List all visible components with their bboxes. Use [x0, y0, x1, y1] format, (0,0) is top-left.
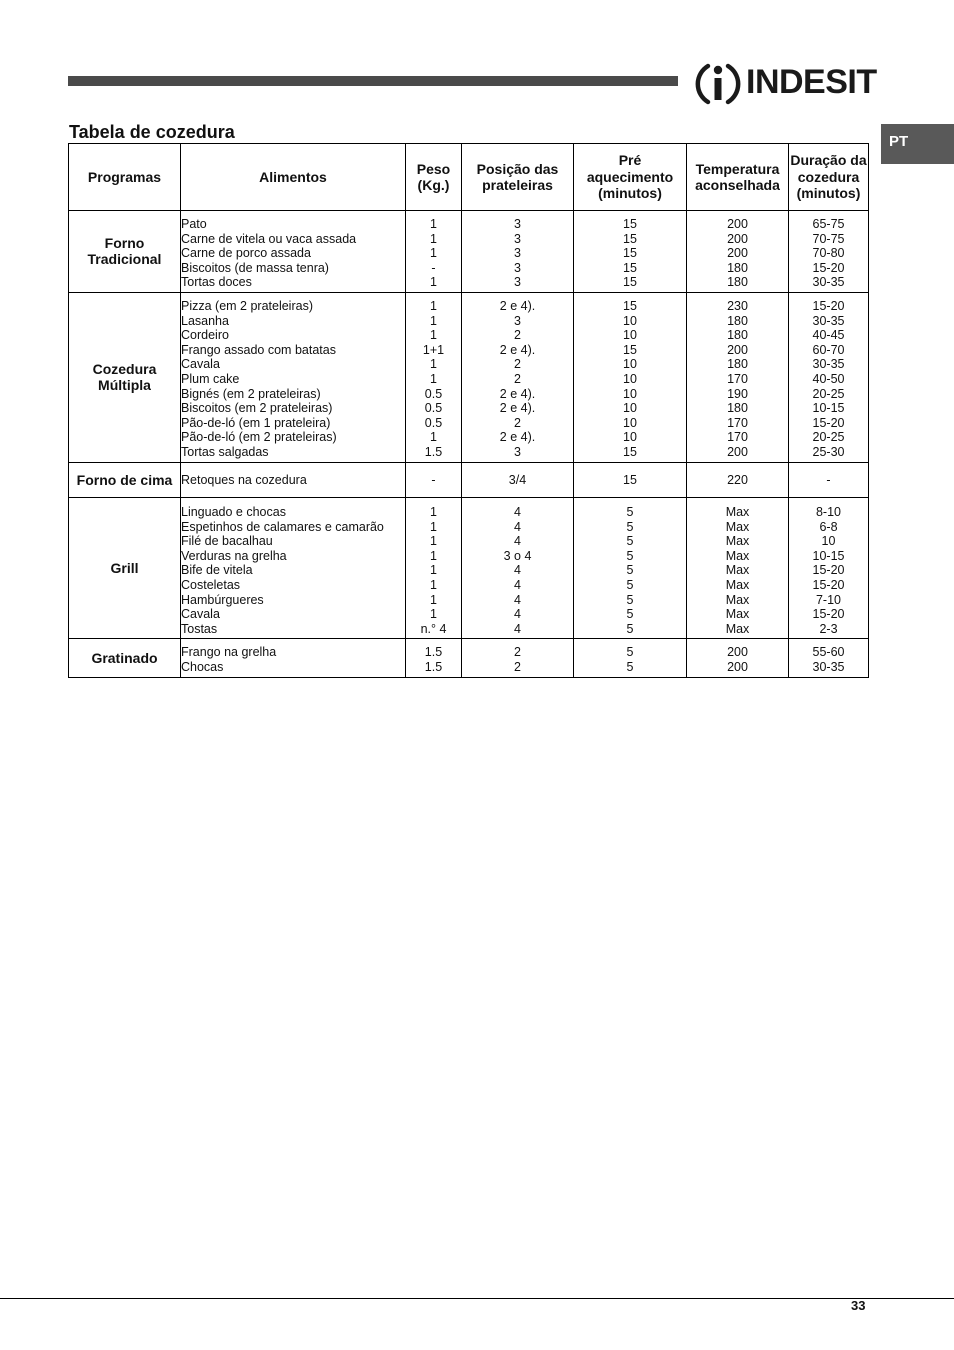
- temperature-value: Max: [725, 621, 750, 636]
- shelf-position-value: 4: [514, 607, 521, 622]
- weight-value: -: [431, 260, 436, 275]
- foods-value: Retoques na cozedura: [181, 472, 307, 487]
- preheat-cell: [574, 292, 687, 462]
- foods-value: Bignés (em 2 prateleiras): [181, 386, 321, 401]
- foods-cell: [181, 211, 406, 293]
- weight-cell: [406, 211, 462, 293]
- preheat-value: 10: [623, 430, 637, 445]
- shelf-position-value: 3 o 4: [503, 548, 532, 563]
- foods-value: Carne de porco assada: [181, 246, 311, 261]
- preheat-value: 15: [623, 342, 637, 357]
- shelf-position-value: 2: [514, 328, 521, 343]
- temperature-value: Max: [725, 578, 750, 593]
- shelf-position-value: 4: [514, 505, 521, 520]
- weight-value: 0.5: [424, 415, 443, 430]
- shelf-position-value: 4: [514, 563, 521, 578]
- duration-value: 30-35: [812, 275, 845, 290]
- temperature-value: 230: [727, 298, 748, 313]
- temperature-value: 180: [727, 313, 748, 328]
- weight-value: 1: [430, 607, 437, 622]
- weight-value: n.° 4: [420, 621, 447, 636]
- duration-value: 30-35: [812, 313, 845, 328]
- preheat-value: 15: [623, 298, 637, 313]
- preheat-value: 15: [623, 444, 637, 459]
- foods-value: Plum cake: [181, 371, 240, 386]
- weight-value: 1: [430, 371, 437, 386]
- temperature-value: 200: [727, 660, 748, 675]
- duration-value: 15-20: [812, 415, 845, 430]
- col-header-preheat: Pré aquecimento (minutos): [574, 144, 687, 211]
- preheat-value: 5: [626, 592, 634, 607]
- weight-value: 1: [430, 578, 437, 593]
- preheat-value: 5: [626, 505, 634, 520]
- temperature-value: 180: [727, 401, 748, 416]
- duration-value: 20-25: [812, 430, 845, 445]
- duration-value: 6-8: [819, 519, 838, 534]
- foods-cell: [181, 639, 406, 677]
- shelf-position-value: 4: [514, 578, 521, 593]
- preheat-value: 5: [626, 534, 634, 549]
- program-name: Grill: [69, 498, 181, 639]
- shelf-position-value: 3: [514, 231, 521, 246]
- foods-value: Pão-de-ló (em 1 prateleira): [181, 415, 331, 430]
- weight-value: 1: [430, 217, 437, 231]
- weight-value: 1: [430, 231, 437, 246]
- temperature-value: Max: [725, 607, 750, 622]
- shelf-position-value: 2: [514, 415, 521, 430]
- preheat-value: 10: [623, 371, 637, 386]
- foods-value: Verduras na grelha: [181, 548, 287, 563]
- weight-cell: [406, 462, 462, 498]
- cooking-table: [68, 143, 869, 678]
- shelf-position-value: 3: [514, 217, 521, 231]
- temperature-value: 170: [727, 430, 748, 445]
- foods-value: Lasanha: [181, 313, 229, 328]
- weight-value: 1: [430, 328, 437, 343]
- shelf-position-value: 3/4: [508, 472, 527, 487]
- duration-value: 60-70: [812, 342, 845, 357]
- shelf-position-value: 3: [514, 313, 521, 328]
- weight-cell: [406, 639, 462, 677]
- preheat-cell: [574, 498, 687, 639]
- program-name: Cozedura Múltipla: [69, 292, 181, 462]
- col-header-foods: Alimentos: [181, 144, 406, 211]
- duration-cell: [789, 211, 869, 293]
- shelf-position-cell: [462, 292, 574, 462]
- duration-value: 15-20: [812, 607, 845, 622]
- duration-value: 2-3: [819, 621, 838, 636]
- foods-value: Tortas doces: [181, 275, 252, 290]
- brand-name: INDESIT: [746, 63, 877, 101]
- footer-rule: [0, 1298, 954, 1299]
- duration-value: 20-25: [812, 386, 845, 401]
- temperature-cell: [687, 211, 789, 293]
- duration-value: 10-15: [812, 548, 845, 563]
- foods-value: Tostas: [181, 621, 218, 636]
- shelf-position-cell: [462, 462, 574, 498]
- shelf-position-value: 4: [514, 534, 521, 549]
- preheat-value: 5: [626, 519, 634, 534]
- page-title: Tabela de cozedura: [69, 122, 235, 142]
- preheat-value: 10: [623, 357, 637, 372]
- temperature-value: 180: [727, 275, 748, 290]
- shelf-position-value: 2: [514, 660, 521, 675]
- temperature-value: Max: [725, 519, 750, 534]
- program-name: Forno Tradicional: [69, 211, 181, 293]
- weight-value: 1: [430, 246, 437, 261]
- foods-value: Hambúrgueres: [181, 592, 264, 607]
- duration-cell: [789, 639, 869, 677]
- weight-value: 1: [430, 505, 437, 520]
- preheat-value: 10: [623, 415, 637, 430]
- foods-value: Espetinhos de calamares e camarão: [181, 519, 384, 534]
- shelf-position-value: 2: [514, 371, 521, 386]
- duration-value: -: [826, 472, 831, 487]
- preheat-value: 15: [623, 260, 637, 275]
- preheat-value: 10: [623, 386, 637, 401]
- foods-value: Tortas salgadas: [181, 444, 269, 459]
- language-tab: PT: [881, 124, 954, 164]
- temperature-cell: [687, 639, 789, 677]
- weight-value: 1: [430, 275, 437, 290]
- foods-value: Frango assado com batatas: [181, 342, 336, 357]
- foods-value: Cavala: [181, 357, 220, 372]
- foods-value: Bife de vitela: [181, 563, 253, 578]
- weight-value: -: [431, 472, 436, 487]
- table-row: [69, 498, 869, 639]
- shelf-position-value: 4: [514, 592, 521, 607]
- weight-value: 1: [430, 534, 437, 549]
- table-row: [69, 292, 869, 462]
- foods-value: Frango na grelha: [181, 645, 277, 660]
- weight-value: 1: [430, 563, 437, 578]
- duration-value: 40-45: [812, 328, 845, 343]
- col-header-weight: Peso (Kg.): [406, 144, 462, 211]
- foods-value: Filé de bacalhau: [181, 534, 273, 549]
- weight-value: 1: [430, 430, 437, 445]
- duration-cell: [789, 292, 869, 462]
- weight-value: 1: [430, 298, 437, 313]
- temperature-value: Max: [725, 563, 750, 578]
- shelf-position-value: 3: [514, 275, 521, 290]
- temperature-value: Max: [725, 505, 750, 520]
- page-number: 33: [851, 1298, 866, 1313]
- temperature-value: 180: [727, 357, 748, 372]
- preheat-value: 10: [623, 401, 637, 416]
- preheat-value: 5: [626, 607, 634, 622]
- shelf-position-value: 3: [514, 444, 521, 459]
- temperature-value: 190: [727, 386, 748, 401]
- duration-value: 70-75: [812, 231, 845, 246]
- duration-value: 30-35: [812, 660, 845, 675]
- temperature-value: 180: [727, 328, 748, 343]
- duration-value: 65-75: [812, 217, 845, 231]
- duration-value: 15-20: [812, 563, 845, 578]
- table-header-row: [69, 144, 869, 211]
- shelf-position-value: 2 e 4).: [499, 298, 536, 313]
- temperature-value: 200: [727, 444, 748, 459]
- temperature-value: Max: [725, 534, 750, 549]
- shelf-position-cell: [462, 498, 574, 639]
- weight-value: 1.5: [424, 645, 443, 660]
- preheat-value: 5: [626, 578, 634, 593]
- preheat-value: 10: [623, 328, 637, 343]
- weight-value: 1: [430, 313, 437, 328]
- duration-value: 10: [821, 534, 836, 549]
- temperature-value: 200: [727, 645, 748, 660]
- temperature-value: 200: [727, 217, 748, 231]
- shelf-position-value: 2 e 4).: [499, 401, 536, 416]
- foods-value: Pato: [181, 217, 207, 231]
- temperature-value: 170: [727, 371, 748, 386]
- preheat-value: 15: [623, 246, 637, 261]
- weight-value: 1: [430, 592, 437, 607]
- shelf-position-value: 2: [514, 357, 521, 372]
- preheat-value: 15: [623, 217, 637, 231]
- temperature-cell: [687, 292, 789, 462]
- preheat-value: 10: [623, 313, 637, 328]
- preheat-value: 5: [626, 660, 634, 675]
- weight-value: 1.5: [424, 444, 443, 459]
- weight-value: 0.5: [424, 386, 443, 401]
- shelf-position-cell: [462, 639, 574, 677]
- program-name: Forno de cima: [69, 462, 181, 498]
- duration-value: 8-10: [815, 505, 842, 520]
- temperature-cell: [687, 462, 789, 498]
- col-header-programs: Programas: [69, 144, 181, 211]
- duration-value: 55-60: [812, 645, 845, 660]
- duration-value: 15-20: [812, 260, 845, 275]
- shelf-position-cell: [462, 211, 574, 293]
- temperature-value: 170: [727, 415, 748, 430]
- foods-value: Costeletas: [181, 578, 241, 593]
- weight-value: 1: [430, 519, 437, 534]
- foods-value: Biscoitos (em 2 prateleiras): [181, 401, 333, 416]
- temperature-value: 200: [727, 246, 748, 261]
- foods-cell: [181, 292, 406, 462]
- shelf-position-value: 2: [514, 645, 521, 660]
- foods-value: Chocas: [181, 660, 224, 675]
- temperature-value: Max: [725, 548, 750, 563]
- duration-value: 10-15: [812, 401, 845, 416]
- table-row: [69, 211, 869, 293]
- preheat-cell: [574, 462, 687, 498]
- duration-cell: [789, 498, 869, 639]
- duration-value: 40-50: [812, 371, 845, 386]
- preheat-cell: [574, 639, 687, 677]
- weight-value: 1: [430, 357, 437, 372]
- shelf-position-value: 2 e 4).: [499, 342, 536, 357]
- duration-value: 15-20: [812, 578, 845, 593]
- temperature-value: 200: [727, 231, 748, 246]
- foods-value: Carne de vitela ou vaca assada: [181, 231, 357, 246]
- duration-value: 15-20: [812, 298, 845, 313]
- table-row: [69, 462, 869, 498]
- col-header-shelf: Posição das prateleiras: [462, 144, 574, 211]
- temperature-cell: [687, 498, 789, 639]
- weight-value: 1+1: [422, 342, 445, 357]
- weight-cell: [406, 292, 462, 462]
- shelf-position-value: 4: [514, 621, 521, 636]
- weight-cell: [406, 498, 462, 639]
- preheat-value: 5: [626, 621, 634, 636]
- duration-value: 25-30: [812, 444, 845, 459]
- shelf-position-value: 2 e 4).: [499, 386, 536, 401]
- duration-cell: [789, 462, 869, 498]
- header-bar: [68, 76, 678, 86]
- col-header-duration: Duração da cozedura (minutos): [789, 144, 869, 211]
- foods-value: Pão-de-ló (em 2 prateleiras): [181, 430, 337, 445]
- foods-value: Pizza (em 2 prateleiras): [181, 298, 313, 313]
- preheat-cell: [574, 211, 687, 293]
- preheat-value: 5: [626, 645, 634, 660]
- program-name: Gratinado: [69, 639, 181, 677]
- temperature-value: 200: [727, 342, 748, 357]
- preheat-value: 5: [626, 548, 634, 563]
- foods-cell: [181, 462, 406, 498]
- foods-value: Cordeiro: [181, 328, 229, 343]
- table-row: [69, 639, 869, 677]
- foods-value: Biscoitos (de massa tenra): [181, 260, 329, 275]
- foods-cell: [181, 498, 406, 639]
- preheat-value: 5: [626, 563, 634, 578]
- preheat-value: 15: [623, 275, 637, 290]
- shelf-position-value: 2 e 4).: [499, 430, 536, 445]
- foods-value: Linguado e chocas: [181, 505, 286, 520]
- shelf-position-value: 3: [514, 260, 521, 275]
- foods-value: Cavala: [181, 607, 220, 622]
- weight-value: 0.5: [424, 401, 443, 416]
- duration-value: 7-10: [815, 592, 842, 607]
- temperature-value: Max: [725, 592, 750, 607]
- shelf-position-value: 4: [514, 519, 521, 534]
- temperature-value: 220: [727, 472, 748, 487]
- duration-value: 30-35: [812, 357, 845, 372]
- duration-value: 70-80: [812, 246, 845, 261]
- brand-logo: [694, 58, 877, 106]
- preheat-value: 15: [623, 472, 637, 487]
- brand-logo-icon: [694, 58, 742, 106]
- col-header-temperature: Temperatura aconselhada: [687, 144, 789, 211]
- weight-value: 1.5: [424, 660, 443, 675]
- temperature-value: 180: [727, 260, 748, 275]
- preheat-value: 15: [623, 231, 637, 246]
- shelf-position-value: 3: [514, 246, 521, 261]
- weight-value: 1: [430, 548, 437, 563]
